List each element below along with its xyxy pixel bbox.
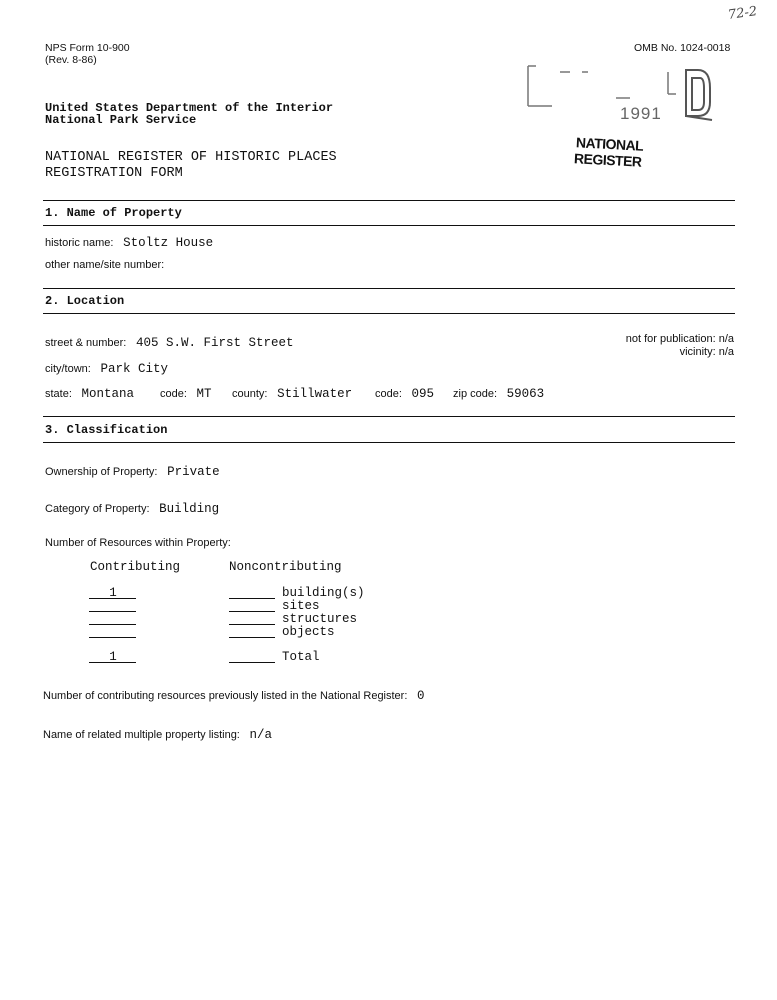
section-1-heading: 1. Name of Property [45,206,182,220]
related-listing-label: Name of related multiple property listing: [43,729,240,741]
omb-number: OMB No. 1024-0018 [634,42,731,54]
resources-label: Number of Resources within Property: [45,537,231,549]
zip-label: zip code: [453,388,498,400]
total-contributing: 1 [109,650,117,664]
column-contributing: Contributing [90,560,181,574]
county-code-value: 095 [411,387,435,401]
department-line-1: United States Department of the Interior [45,101,334,115]
section-1-top-rule [43,200,735,201]
contributing-blank [89,624,136,625]
county-code-label: code: [375,388,402,400]
total-noncontributing-blank [229,662,275,663]
ownership-row [45,462,220,480]
county-row [232,384,352,402]
section-3-heading: 3. Classification [45,423,168,437]
contributing-blank [89,637,136,638]
ownership-value: Private [167,465,220,479]
handwritten-note: 72-2 [727,4,759,23]
historic-name-label: historic name: [45,237,114,249]
city-row [45,359,168,377]
zip-value: 59063 [506,387,545,401]
state-code-value: MT [196,387,212,401]
column-noncontributing: Noncontributing [229,560,342,574]
section-3-top-rule [43,416,735,417]
vicinity: vicinity: n/a [679,346,734,358]
total-contributing-blank [89,662,136,663]
related-listing-value: n/a [249,728,272,742]
stamp-date: 1991 [620,104,662,123]
noncontributing-blank [229,637,275,638]
noncontributing-blank [229,598,275,599]
resource-type-label: structures [282,612,358,626]
county-value: Stillwater [277,387,353,401]
total-label: Total [282,650,320,664]
street-label: street & number: [45,337,127,349]
noncontributing-blank [229,624,275,625]
form-number: NPS Form 10-900 [45,42,130,54]
section-2-heading: 2. Location [45,294,125,308]
ownership-label: Ownership of Property: [45,466,158,478]
received-stamp [522,58,722,178]
state-label: state: [45,388,72,400]
section-2-top-rule [43,288,735,289]
category-label: Category of Property: [45,503,150,515]
form-title-line-1: NATIONAL REGISTER OF HISTORIC PLACES [45,150,337,165]
state-row [45,384,134,402]
city-label: city/town: [45,363,91,375]
resource-type-label: building(s) [282,586,365,600]
contributing-blank [89,598,136,599]
previously-listed-row [43,686,425,704]
street-row [45,333,293,351]
related-listing-row [43,725,272,743]
other-name-label: other name/site number: [45,259,165,271]
section-3-bottom-rule [43,442,735,443]
stamp-line-2: REGISTER [573,150,642,170]
state-value: Montana [81,387,135,401]
resource-type-label: sites [282,599,320,613]
state-code-row [160,384,212,402]
department-line-2: National Park Service [45,113,197,127]
historic-name-row [45,233,213,251]
previously-listed-label: Number of contributing resources previously listed in the National Register: [43,690,408,702]
not-for-publication: not for publication: n/a [625,333,734,345]
zip-row [453,384,544,402]
contributing-blank [89,611,136,612]
historic-name-value: Stoltz House [123,236,214,250]
section-1-bottom-rule [43,225,735,226]
county-label: county: [232,388,268,400]
form-title-line-2: REGISTRATION FORM [45,166,183,181]
contributing-count: 1 [109,586,117,600]
resource-type-label: objects [282,625,335,639]
category-value: Building [159,502,220,516]
state-code-label: code: [160,388,187,400]
noncontributing-blank [229,611,275,612]
category-row [45,499,219,517]
city-value: Park City [100,362,168,376]
stamp-line-1: NATIONAL [575,134,644,154]
street-value: 405 S.W. First Street [135,336,294,350]
county-code-row [375,384,434,402]
previously-listed-value: 0 [417,689,425,703]
form-revision: (Rev. 8-86) [45,54,97,66]
section-2-bottom-rule [43,313,735,314]
